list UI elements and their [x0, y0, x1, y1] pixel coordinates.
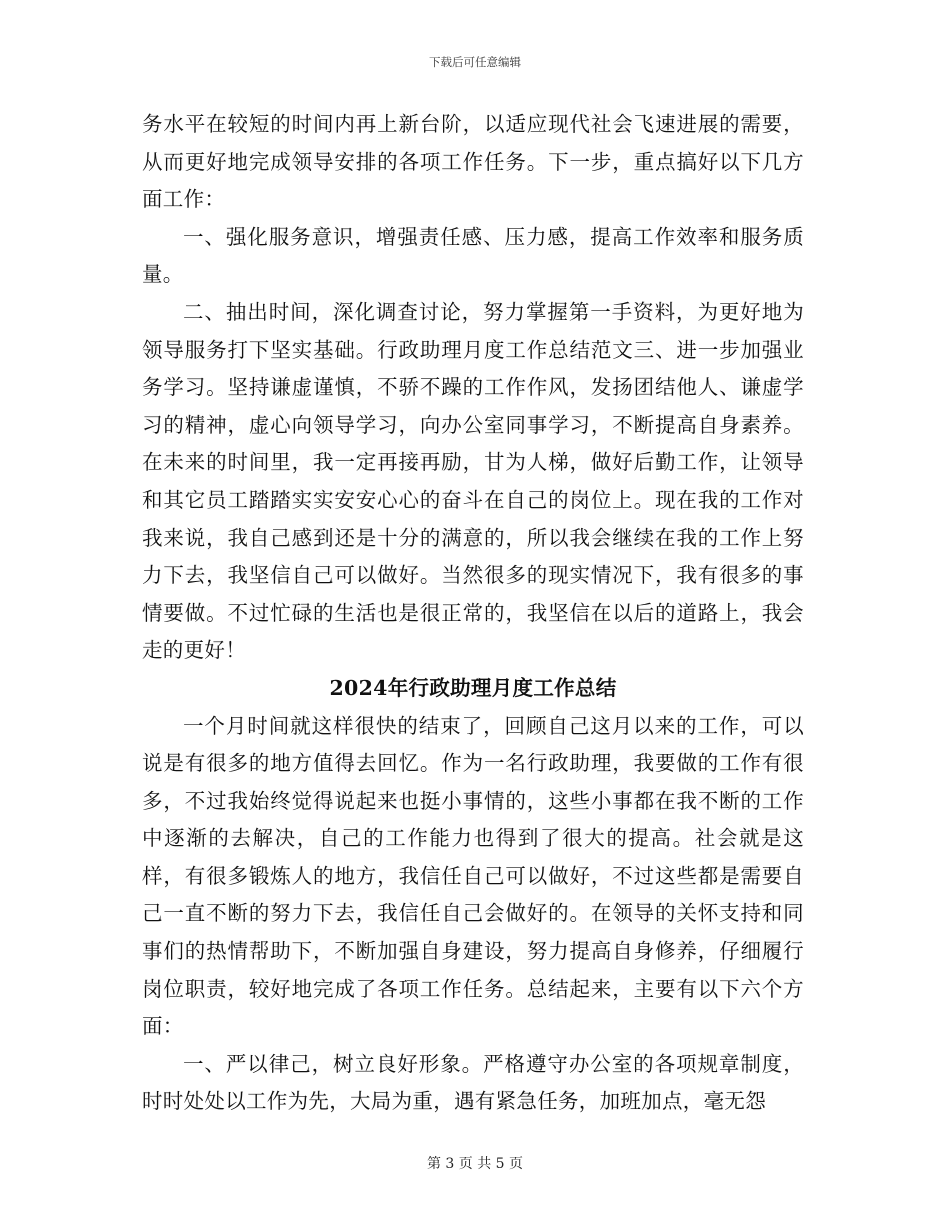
section-title: 2024年行政助理月度工作总结 — [329, 675, 617, 700]
body-paragraph: 一、强化服务意识，增强责任感、压力感，提高工作效率和服务质量。 — [142, 224, 804, 287]
page-header: 下载后可任意编辑 — [429, 55, 521, 69]
body-paragraph: 二、抽出时间，深化调查讨论，努力掌握第一手资料，为更好地为领导服务打下坚实基础。行政助理月度工作总结范文三、进一步加强业务学习。坚持谦虚谨慎，不骄不躁的工作作风，发扬团结他人、谦虚学习的精神，虚心向领导学习，向办公室同事学习，不断提高自身素养。在未来的时间里，我一定再接再励，甘为人梯，做好后勤工作，让领导和其它员工踏踏实实安安心心的奋斗在自己的岗位上。现在我的工作对我来说，我自己感到还是十分的满意的，所以我会继续在我的工作上努力下去，我坚信自己可以做好。当然很多的现实情况下，我有很多的事情要做。不过忙碌的生活也是很正常的，我坚信在以后的道路上，我会走的更好！ — [142, 299, 804, 663]
body-paragraph: 务水平在较短的时间内再上新台阶，以适应现代社会飞速进展的需要，从而更好地完成领导安排的各项工作任务。下一步，重点搞好以下几方面工作： — [142, 112, 804, 212]
document-body — [142, 106, 804, 1121]
body-paragraph: 一个月时间就这样很快的结束了，回顾自己这月以来的工作，可以说是有很多的地方值得去回忆。作为一名行政助理，我要做的工作有很多，不过我始终觉得说起来也挺小事情的，这些小事都在我不断的工作中逐渐的去解决，自己的工作能力也得到了很大的提高。社会就是这样，有很多锻炼人的地方，我信任自己可以做好，不过这些都是需要自己一直不断的努力下去，我信任自己会做好的。在领导的关怀支持和同事们的热情帮助下，不断加强自身建设，努力提高自身修养，仔细履行岗位职责，较好地完成了各项工作任务。总结起来，主要有以下六个方面： — [142, 713, 804, 1039]
page-footer: 第 3 页 共 5 页 — [426, 1156, 524, 1172]
body-paragraph: 一、严以律己，树立良好形象。严格遵守办公室的各项规章制度，时时处处以工作为先，大局为重，遇有紧急任务，加班加点，毫无怨 — [142, 1051, 804, 1114]
